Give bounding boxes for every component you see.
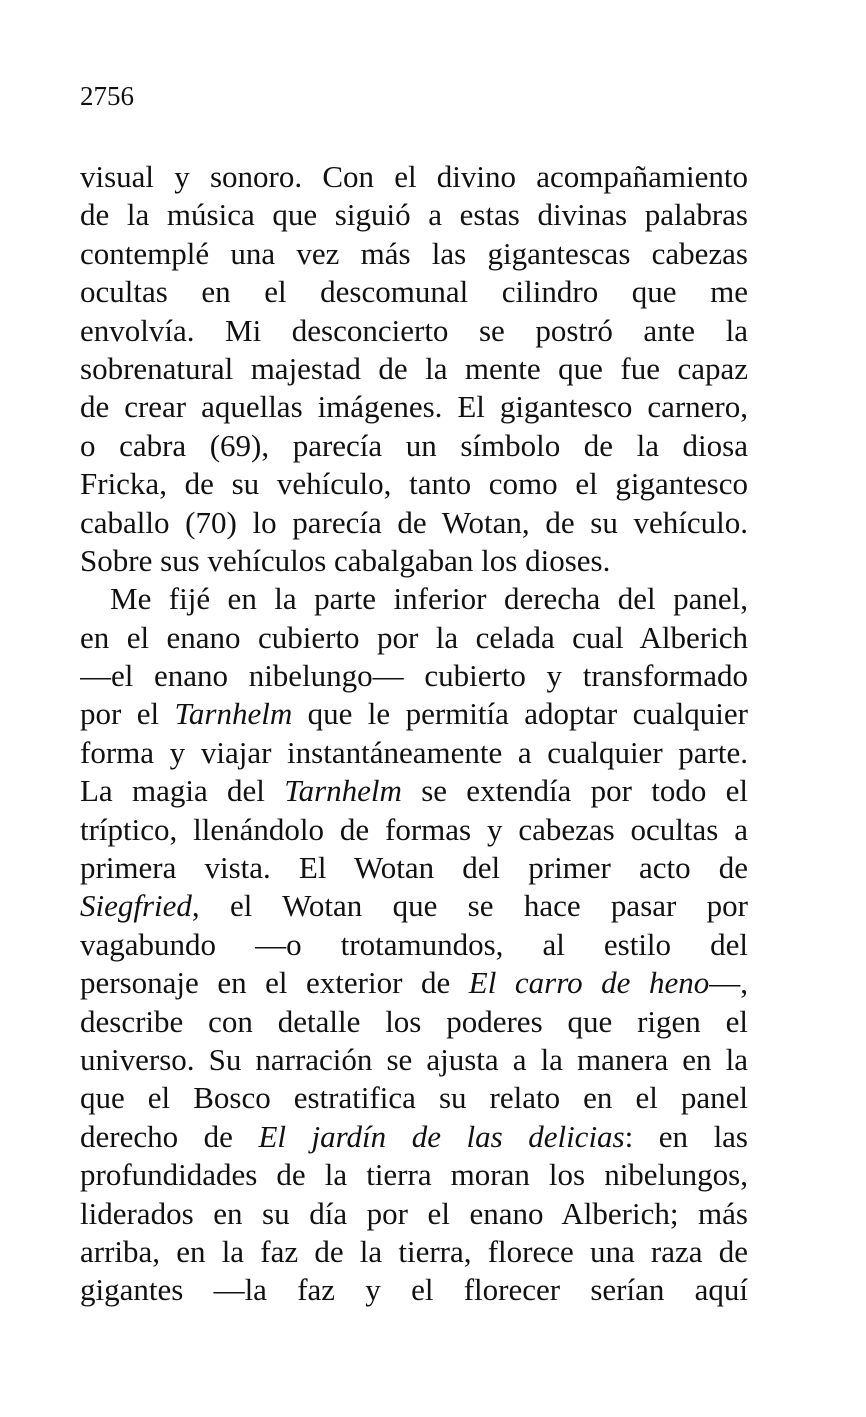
text-line — [80, 619, 748, 657]
text-segment: personaje en el exterior de — [80, 965, 469, 1001]
text-segment: gigantes —la faz y el florecer serían aquí — [80, 1272, 748, 1308]
text-line — [80, 695, 748, 733]
text-line — [80, 657, 748, 695]
text-segment: visual y sonoro. Con el divino acompañamiento — [80, 159, 748, 194]
text-line — [80, 926, 748, 964]
text-segment: describe con detalle los poderes que rigen el — [80, 1003, 748, 1039]
text-segment: —el enano nibelungo— cubierto y transformado — [80, 658, 748, 694]
text-segment: derecho de — [80, 1118, 259, 1154]
text-segment: —, — [709, 965, 748, 1001]
text-segment: sobrenatural majestad de la mente que fue capaz — [80, 350, 748, 386]
italic-text: Tarnhelm — [174, 696, 293, 732]
text-segment: que le permitía adoptar cualquier — [292, 696, 748, 732]
text-segment: La magia del — [80, 773, 285, 809]
text-line — [80, 734, 748, 772]
text-line — [80, 312, 748, 350]
text-line — [80, 1079, 748, 1117]
text-segment: : en las — [624, 1118, 748, 1154]
text-line — [80, 465, 748, 503]
text-segment: forma y viajar instantáneamente a cualquier parte. — [80, 734, 748, 770]
text-segment: ocultas en el descomunal cilindro que me — [80, 274, 748, 310]
text-segment: caballo (70) lo parecía de Wotan, de su vehículo. — [80, 504, 748, 540]
italic-text: El jardín de las delicias — [258, 1118, 625, 1154]
text-line — [80, 273, 748, 311]
text-line — [80, 388, 748, 426]
text-line — [80, 580, 748, 618]
text-line — [80, 772, 748, 810]
text-line — [80, 196, 748, 234]
text-line — [80, 158, 748, 196]
text-segment: envolvía. Mi desconcierto se postró ante la — [80, 312, 748, 348]
italic-text: El carro de heno — [468, 965, 710, 1001]
text-line — [80, 1041, 748, 1079]
text-line — [80, 1195, 748, 1233]
text-line — [80, 235, 748, 273]
text-line — [80, 1003, 748, 1041]
text-line — [80, 1271, 748, 1309]
text-segment: liderados en su día por el enano Alberich; más — [80, 1195, 748, 1231]
italic-text: Tarnhelm — [284, 773, 402, 809]
text-line — [80, 504, 748, 542]
text-line — [80, 849, 748, 887]
text-segment: , el Wotan que se hace pasar por — [191, 888, 748, 924]
text-segment: Fricka, de su vehículo, tanto como el gigantesco — [80, 466, 748, 502]
text-line — [80, 887, 748, 925]
text-segment: vagabundo —o trotamundos, al estilo del — [80, 926, 748, 962]
text-line — [80, 811, 748, 849]
text-segment: tríptico, llenándolo de formas y cabezas ocultas a — [80, 811, 748, 847]
text-segment: contemplé una vez más las gigantescas cabezas — [80, 235, 748, 271]
text-segment: se extendía por todo el — [401, 773, 748, 809]
text-segment: profundidades de la tierra moran los nibelungos, — [80, 1157, 748, 1193]
text-segment: Me fijé en la parte inferior derecha del panel, — [110, 581, 748, 617]
text-line — [80, 1233, 748, 1271]
page-number: 2756 — [80, 81, 134, 111]
text-segment: arriba, en la faz de la tierra, florece una raza de — [80, 1233, 748, 1269]
text-segment: en el enano cubierto por la celada cual Alberich — [80, 619, 748, 655]
text-segment: de la música que siguió a estas divinas palabras — [80, 197, 748, 233]
text-line — [80, 542, 748, 580]
text-segment: universo. Su narración se ajusta a la manera en la — [80, 1041, 748, 1077]
text-line — [80, 350, 748, 388]
text-segment: que el Bosco estratifica su relato en el panel — [80, 1080, 748, 1116]
body-text — [80, 158, 748, 1310]
text-segment: primera vista. El Wotan del primer acto de — [80, 850, 748, 886]
text-line — [80, 1156, 748, 1194]
text-line — [80, 964, 748, 1002]
text-segment: de crear aquellas imágenes. El gigantesco carnero, — [80, 389, 748, 425]
italic-text: Siegfried — [80, 888, 192, 924]
text-line — [80, 1118, 748, 1156]
text-segment: o cabra (69), parecía un símbolo de la diosa — [80, 427, 748, 463]
text-segment: por el — [80, 696, 175, 732]
text-line — [80, 427, 748, 465]
text-segment: Sobre sus vehículos cabalgaban los dioses. — [80, 542, 611, 578]
